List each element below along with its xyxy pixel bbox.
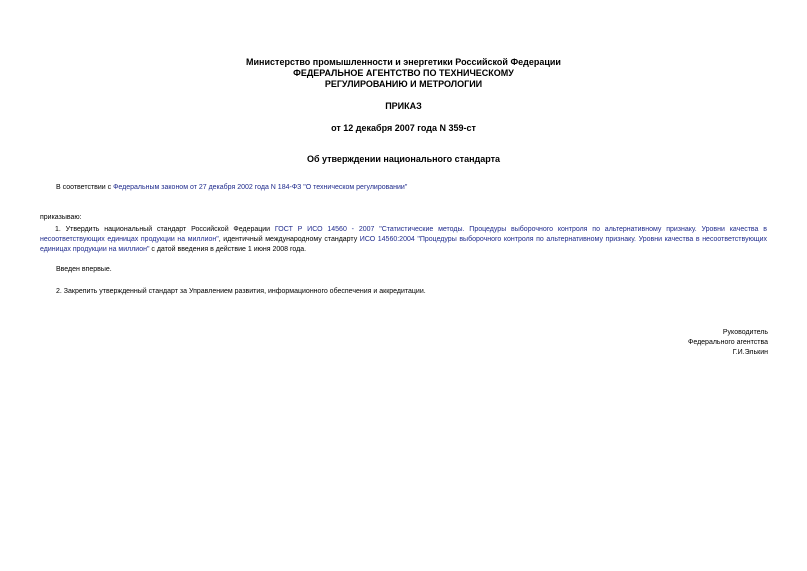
agency-name-line1: ФЕДЕРАЛЬНОЕ АГЕНТСТВО ПО ТЕХНИЧЕСКОМУ <box>293 68 514 78</box>
document-header <box>40 57 767 90</box>
agency-name-line2: РЕГУЛИРОВАНИЮ И МЕТРОЛОГИИ <box>324 79 483 89</box>
signature-name: Г.И.Элькин <box>732 349 768 356</box>
para1-middle: , идентичный международному стандарту <box>218 236 360 243</box>
paragraph-2: 2. Закрепить утвержденный стандарт за Управлением развития, информационного обеспечения и аккредитации. <box>56 288 426 295</box>
ministry-name: Министерство промышленности и энергетики Российской Федерации <box>246 57 561 67</box>
intro-paragraph <box>56 183 407 193</box>
signature-organization: Федерального агентства <box>688 339 768 346</box>
document-date-number: от 12 декабря 2007 года N 359-ст <box>331 123 476 133</box>
intro-prefix: В соответствии с <box>56 184 114 191</box>
orders-word: приказываю: <box>40 214 82 221</box>
iso-standard-link[interactable]: ИСО 14560:2004 "Процедуры выборочного контроля по альтернативному признаку. Уровни качества в несоответствующих единицах продукции на миллион" <box>40 236 767 253</box>
document-type: ПРИКАЗ <box>385 101 422 111</box>
gost-standard-link[interactable]: ГОСТ Р ИСО 14560 - 2007 "Статистические методы. Процедуры выборочного контроля по альтернативному признаку. Уровни качества в несоответствующих единицах продукции на миллион" <box>40 226 767 243</box>
para1-prefix: 1. Утвердить национальный стандарт Российской Федерации <box>55 226 275 233</box>
paragraph-1 <box>40 225 767 255</box>
first-time-note: Введен впервые. <box>56 266 112 273</box>
para1-suffix: с датой введения в действие 1 июня 2008 года. <box>149 246 307 253</box>
document-subject: Об утверждении национального стандарта <box>306 154 501 164</box>
signature-position: Руководитель <box>722 329 768 336</box>
federal-law-link[interactable]: Федеральным законом от 27 декабря 2002 года N 184-ФЗ "О техническом регулировании" <box>113 184 408 191</box>
